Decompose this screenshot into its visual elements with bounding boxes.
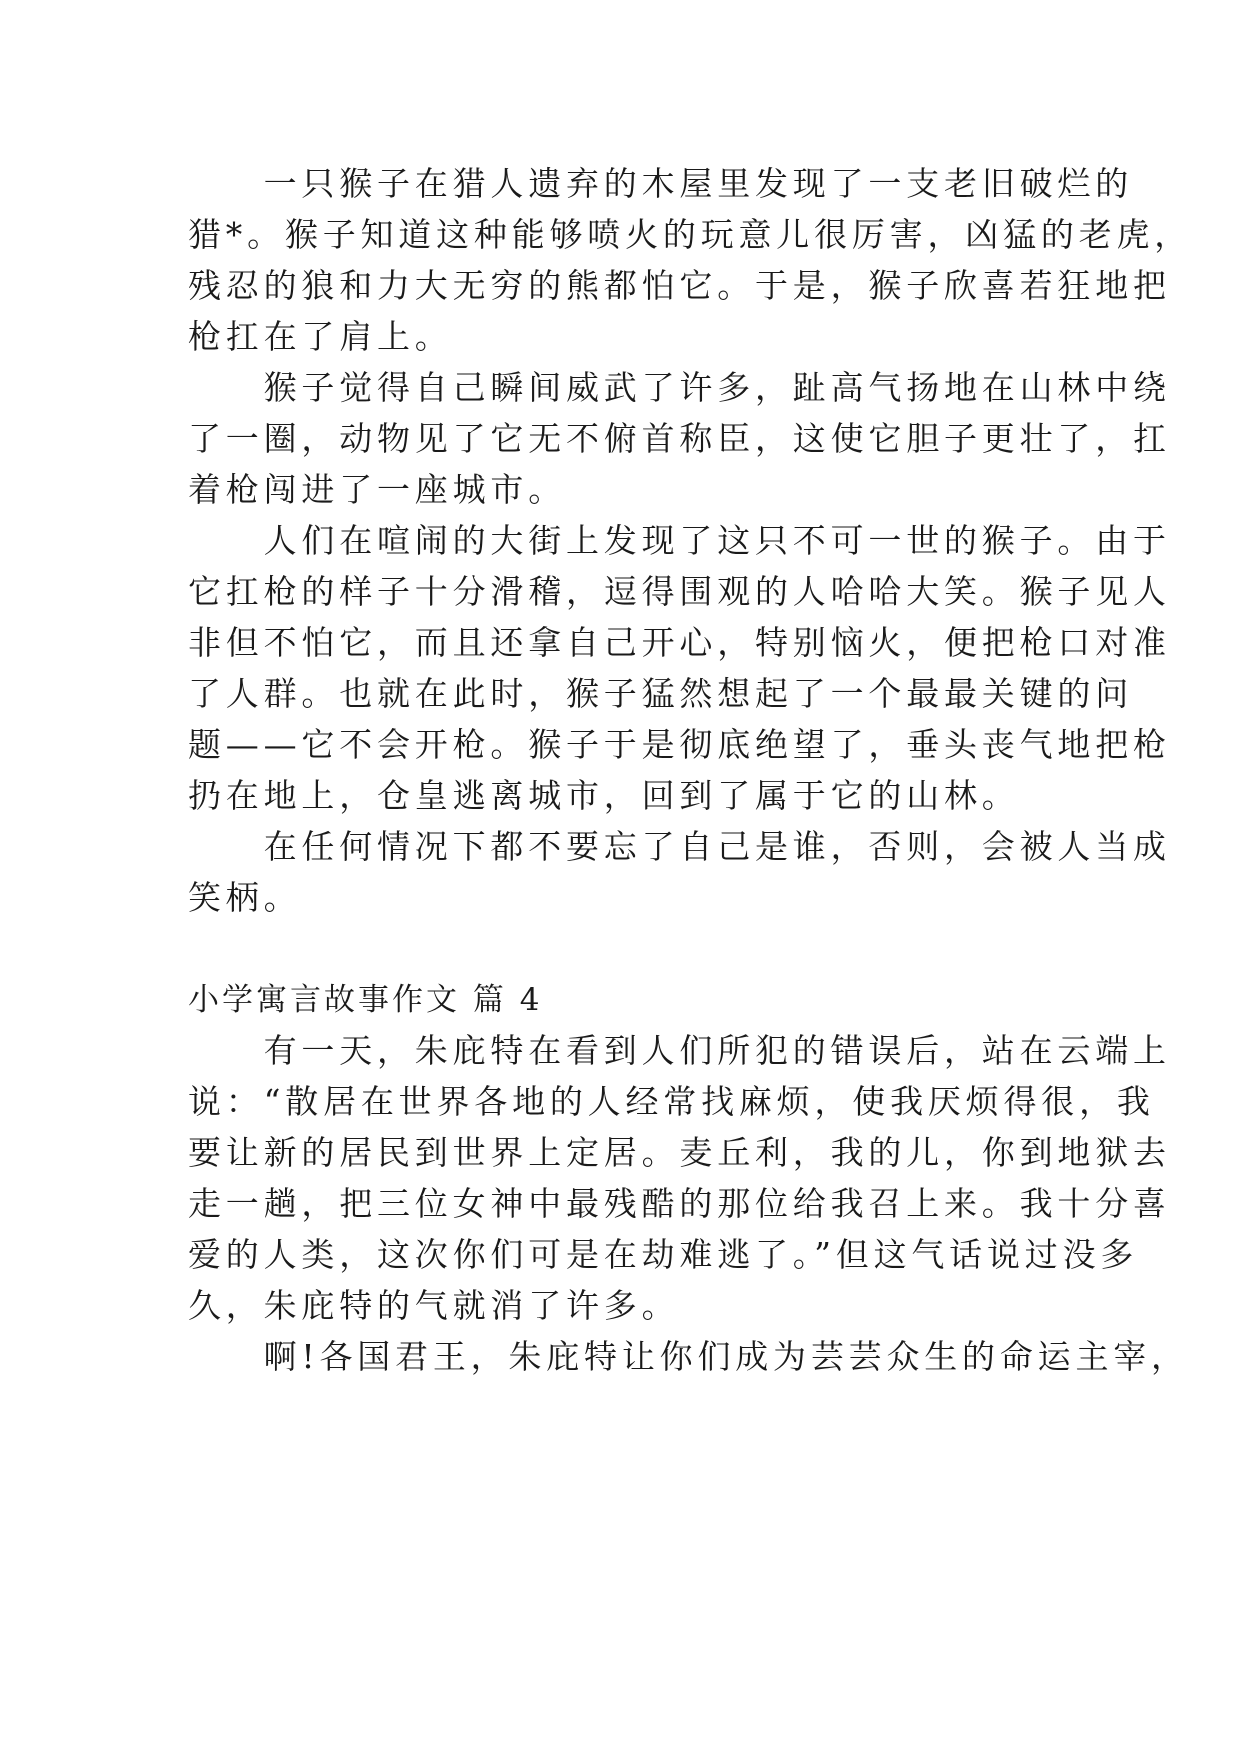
section-heading: 小学寓言故事作文 篇 4 — [188, 982, 543, 1018]
text-line: 残忍的狼和力大无穷的熊都怕它。于是，猴子欣喜若狂地把 — [188, 266, 1171, 305]
text-line: 爱的人类，这次你们可是在劫难逃了。”但这气话说过没多 — [188, 1235, 1139, 1274]
text-line: 啊!各国君王，朱庇特让你们成为芸芸众生的命运主宰， — [188, 1337, 1189, 1376]
text-line: 了一圈，动物见了它无不俯首称臣，这使它胆子更壮了，扛 — [188, 419, 1171, 458]
text-line: 走一趟，把三位女神中最残酷的那位给我召上来。我十分喜 — [188, 1184, 1171, 1223]
text-line: 着枪闯进了一座城市。 — [188, 470, 566, 509]
text-line: 在任何情况下都不要忘了自己是谁，否则，会被人当成 — [188, 827, 1171, 866]
text-line: 它扛枪的样子十分滑稽，逗得围观的人哈哈大笑。猴子见人 — [188, 572, 1171, 611]
text-line: 笑柄。 — [188, 878, 302, 917]
text-line: 有一天，朱庇特在看到人们所犯的错误后，站在云端上 — [188, 1031, 1171, 1070]
text-line: 枪扛在了肩上。 — [188, 317, 453, 356]
text-line: 人们在喧闹的大街上发现了这只不可一世的猴子。由于 — [188, 521, 1171, 560]
text-line: 猎*。猴子知道这种能够喷火的玩意儿很厉害，凶猛的老虎， — [188, 215, 1193, 254]
text-line: 要让新的居民到世界上定居。麦丘利，我的儿，你到地狱去 — [188, 1133, 1171, 1172]
text-line: 一只猴子在猎人遗弃的木屋里发现了一支老旧破烂的 — [188, 164, 1133, 203]
text-line: 了人群。也就在此时，猴子猛然想起了一个最最关键的问 — [188, 674, 1133, 713]
text-line: 说：“散居在世界各地的人经常找麻烦，使我厌烦得很，我 — [188, 1082, 1155, 1121]
text-line: 扔在地上，仓皇逃离城市，回到了属于它的山林。 — [188, 776, 1020, 815]
text-line: 题——它不会开枪。猴子于是彻底绝望了，垂头丧气地把枪 — [188, 725, 1171, 764]
text-line: 非但不怕它，而且还拿自己开心，特别恼火，便把枪口对准 — [188, 623, 1171, 662]
text-line: 猴子觉得自己瞬间威武了许多，趾高气扬地在山林中绕 — [188, 368, 1171, 407]
text-line: 久，朱庇特的气就消了许多。 — [188, 1286, 680, 1325]
